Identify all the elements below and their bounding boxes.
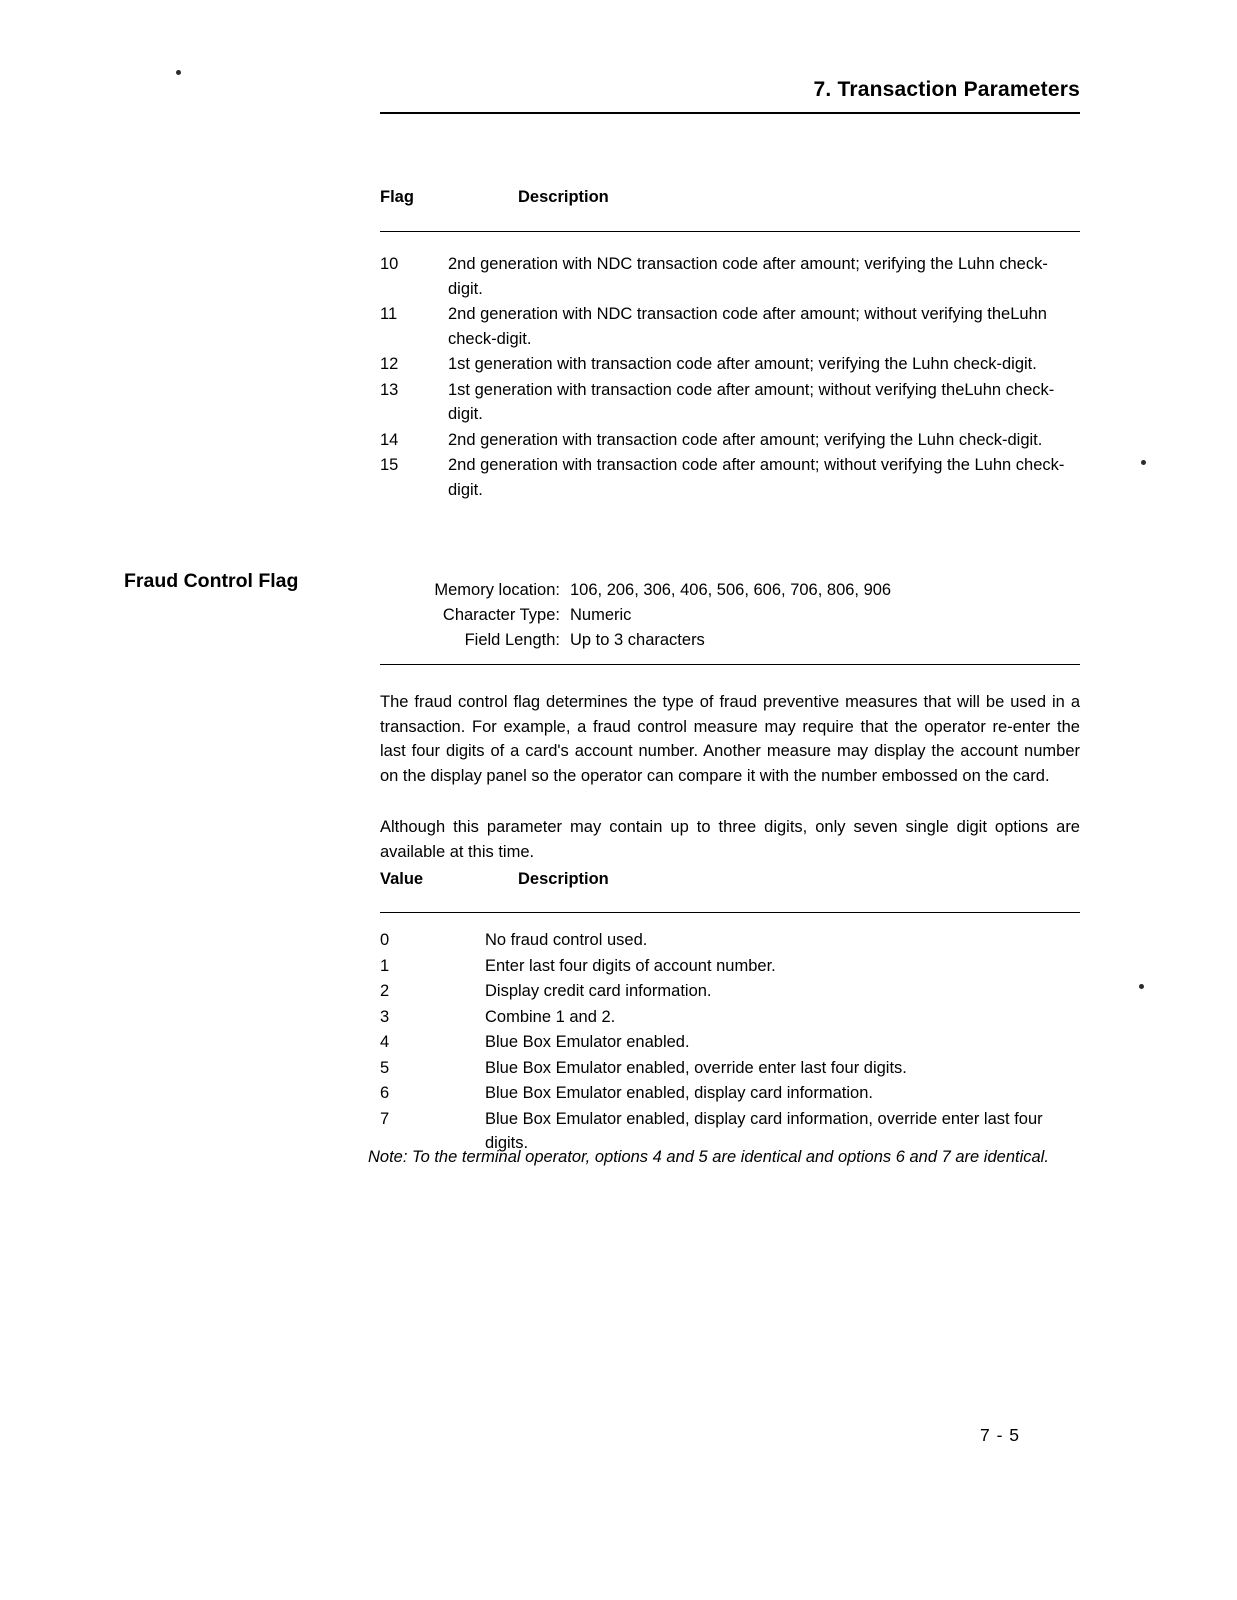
value-table-body xyxy=(380,928,1080,1157)
option-value: 0 xyxy=(380,931,390,949)
scan-speck xyxy=(1141,460,1146,465)
flag-description-column-header: Description xyxy=(518,188,609,206)
flag-column-header: Flag xyxy=(380,188,414,206)
flag-description: 1st generation with transaction code after amount; verifying the Luhn check-digit. xyxy=(448,355,1037,373)
option-value: 5 xyxy=(380,1058,390,1077)
table-row xyxy=(380,928,1080,953)
value-table-header-divider xyxy=(380,912,1080,913)
spec-value: 106, 206, 306, 406, 506, 606, 706, 806, 906 xyxy=(570,581,892,599)
flag-table-body xyxy=(380,252,1080,503)
spec-row xyxy=(380,603,1080,628)
header-divider xyxy=(380,112,1080,114)
option-value: 6 xyxy=(380,1084,390,1102)
scan-speck xyxy=(176,70,181,75)
option-value: 1 xyxy=(380,956,390,975)
spec-label: Character Type: xyxy=(442,606,560,624)
table-row xyxy=(380,979,1080,1004)
spec-value: Numeric xyxy=(570,606,632,624)
table-row xyxy=(380,1056,1080,1081)
spec-label: Memory location: xyxy=(434,581,560,599)
section-heading: Fraud Control Flag xyxy=(124,570,299,592)
option-description: Enter last four digits of account number. xyxy=(485,956,776,975)
note-text: Note: To the terminal operator, options 4 and 5 are identical and options 6 and 7 are identical. xyxy=(368,1148,1049,1166)
table-row xyxy=(380,954,1080,979)
value-description-column-header: Description xyxy=(518,870,609,888)
flag-description: 2nd generation with NDC transaction code after amount; verifying the Luhn check-digit. xyxy=(448,255,1048,298)
table-row xyxy=(380,302,1080,351)
table-row xyxy=(380,428,1080,453)
spec-value: Up to 3 characters xyxy=(570,631,705,649)
table-row xyxy=(380,1081,1080,1106)
flag-description: 2nd generation with transaction code after amount; verifying the Luhn check-digit. xyxy=(448,430,1043,449)
flag-description: 2nd generation with NDC transaction code after amount; without verifying theLuhn check-digit. xyxy=(448,305,1047,348)
option-description: Blue Box Emulator enabled, display card information, override enter last four digits. xyxy=(485,1109,1043,1152)
flag-description: 2nd generation with transaction code after amount; without verifying the Luhn check-digit. xyxy=(448,456,1065,499)
value-table-header xyxy=(380,870,1080,889)
chapter-title: 7. Transaction Parameters xyxy=(813,78,1080,101)
option-description: Combine 1 and 2. xyxy=(485,1007,616,1026)
flag-value: 13 xyxy=(380,380,399,399)
flag-value: 11 xyxy=(380,305,398,323)
option-value: 7 xyxy=(380,1109,390,1128)
table-row xyxy=(380,352,1080,377)
option-value: 2 xyxy=(380,982,390,1000)
body-paragraph: Although this parameter may contain up to three digits, only seven single digit options are available at this time. xyxy=(380,818,1080,861)
table-row xyxy=(380,453,1080,502)
flag-value: 10 xyxy=(380,255,399,273)
spec-divider xyxy=(380,664,1080,665)
parameter-spec-list xyxy=(380,578,1080,653)
option-value: 3 xyxy=(380,1007,390,1026)
spec-row xyxy=(380,628,1080,653)
value-column-header: Value xyxy=(380,870,424,888)
flag-value: 12 xyxy=(380,355,399,373)
option-description: Display credit card information. xyxy=(485,982,712,1000)
option-description: No fraud control used. xyxy=(485,931,648,949)
option-value: 4 xyxy=(380,1033,390,1051)
option-description: Blue Box Emulator enabled. xyxy=(485,1033,690,1051)
spec-row xyxy=(380,578,1080,603)
flag-description: 1st generation with transaction code after amount; without verifying theLuhn check-digit. xyxy=(448,380,1055,423)
spec-label: Field Length: xyxy=(464,631,560,649)
option-description: Blue Box Emulator enabled, display card information. xyxy=(485,1084,873,1102)
flag-table-header xyxy=(380,188,1080,207)
option-description: Blue Box Emulator enabled, override enter last four digits. xyxy=(485,1058,907,1077)
scan-speck xyxy=(1139,984,1144,989)
table-row xyxy=(380,1030,1080,1055)
table-row xyxy=(380,378,1080,427)
page-header xyxy=(380,78,1080,114)
flag-value: 15 xyxy=(380,456,399,474)
flag-value: 14 xyxy=(380,430,399,449)
flag-table-header-divider xyxy=(380,231,1080,232)
table-row xyxy=(380,252,1080,301)
table-row xyxy=(380,1005,1080,1030)
page-number: 7 - 5 xyxy=(980,1425,1021,1445)
body-paragraph: The fraud control flag determines the type of fraud preventive measures that will be used in a transaction. For example, a fraud control measure may require that the operator re-enter the last four digits of a card's account number. Another measure may display the account number on the display panel so the operator can compare it with the number embossed on the card. xyxy=(380,693,1080,785)
